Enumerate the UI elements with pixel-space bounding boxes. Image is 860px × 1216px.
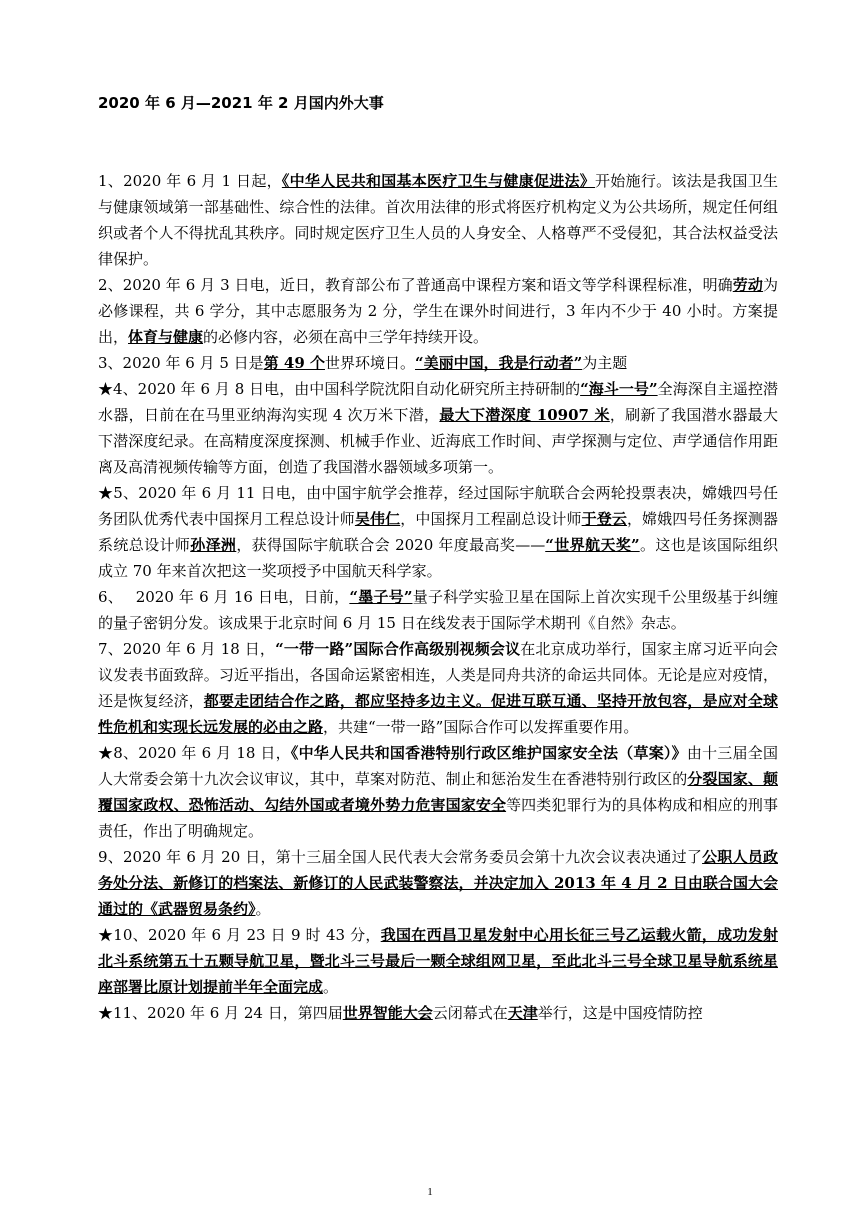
item-text: 为必修课程，共 6 学分，其中志愿服务为 2 分，学生在课外时间进行，3 年内不少于 40 小时。方案提出， xyxy=(98,276,778,346)
emphasis-text: “美丽中国，我是行动者” xyxy=(415,354,583,372)
item-text: 7、2020 年 6 月 18 日， xyxy=(98,640,276,658)
emphasis-text: “一带一路”国际合作高级别视频会议 xyxy=(275,640,521,658)
item-text: 在北京成功举行，国家主席习近平向会议发表书面致辞。习近平指出，各国命运紧密相连，人类是同舟共济的命运共同体。无论是应对疫情，还是恢复经济， xyxy=(98,640,778,710)
item-text: 为主题 xyxy=(582,354,628,372)
item-text: 世界环境日。 xyxy=(324,354,415,372)
item-text: ，中国探月工程副总设计师 xyxy=(400,510,582,528)
emphasis-text: 孙泽洲 xyxy=(190,536,237,554)
emphasis-text: “墨子号” xyxy=(349,588,413,606)
item-text: 等四类犯罪行为的具体构成和相应的刑事责任，作出了明确规定。 xyxy=(98,796,778,840)
item-text: 云闭幕式在 xyxy=(432,1004,508,1022)
item-text: ，获得国际宇航联合会 2020 年度最高奖—— xyxy=(236,536,546,554)
item-text: 举行，这是中国疫情防控 xyxy=(537,1004,703,1022)
news-item xyxy=(98,922,778,1000)
item-text: ★4、2020 年 6 月 8 日电，由中国科学院沈阳自动化研究所主持研制的 xyxy=(98,380,581,398)
news-item xyxy=(98,272,778,350)
document-title: 2020 年 6 月—2021 年 2 月国内外大事 xyxy=(98,94,384,112)
item-text: ，嫦娥四号任务探测器系统总设计师 xyxy=(98,510,778,554)
emphasis-text: “世界航天奖” xyxy=(545,536,640,554)
item-text: 。 xyxy=(255,900,271,918)
item-text: 。这也是该国际组织成立 70 年来首次把这一奖项授予中国航天科学家。 xyxy=(98,536,778,580)
item-text: 由十三届全国人大常委会第十九次会议审议，其中，草案对防范、制止和惩治发生在香港特别行政区的 xyxy=(98,744,778,788)
emphasis-text: 天津 xyxy=(507,1004,538,1022)
news-item xyxy=(98,584,778,636)
emphasis-text: 分裂国家、颠覆国家政权、恐怖活动、勾结外国或者境外势力危害国家安全 xyxy=(98,770,778,814)
emphasis-text: 劳动 xyxy=(732,276,763,294)
item-text: ★11、2020 年 6 月 24 日，第四届 xyxy=(98,1004,343,1022)
emphasis-text: 最大下潜深度 10907 米 xyxy=(439,406,610,424)
emphasis-text: 我国在西昌卫星发射中心用长征三号乙运载火箭，成功发射北斗系统第五十五颗导航卫星，暨北斗三号最后一颗全球组网卫星，至此北斗三号全球卫星导航系统星座部署比原计划提前半年全面完成 xyxy=(98,926,778,996)
item-text: 开始施行。该法是我国卫生与健康领域第一部基础性、综合性的法律。首次用法律的形式将医疗机构定义为公共场所，规定任何组织或者个人不得扰乱其秩序。同时规定医疗卫生人员的人身安全、人格尊严不受侵犯，其合法权益受法律保护。 xyxy=(98,172,778,268)
emphasis-text: “海斗一号” xyxy=(580,380,658,398)
item-text: ★10、2020 年 6 月 23 日 9 时 43 分， xyxy=(98,926,381,944)
news-item xyxy=(98,480,778,584)
emphasis-text: 《中华人民共和国基本医疗卫生与健康促进法》 xyxy=(281,172,596,190)
news-item xyxy=(98,1000,778,1026)
emphasis-text: 《中华人民共和国香港特别行政区维护国家安全法（草案）》 xyxy=(290,744,687,762)
item-text: 9、2020 年 6 月 20 日，第十三届全国人民代表大会常务委员会第十九次会议表决通过了 xyxy=(98,848,703,866)
news-item xyxy=(98,740,778,844)
item-text: 2、2020 年 6 月 3 日电，近日，教育部公布了普通高中课程方案和语文等学科课程标准，明确 xyxy=(98,276,733,294)
emphasis-text: 体育与健康 xyxy=(128,328,204,346)
news-item xyxy=(98,168,778,272)
emphasis-text: 公职人员政务处分法、新修订的档案法、新修订的人民武装警察法，并决定加入 2013 年 4 月 2 日由联合国大会通过的《武器贸易条约》 xyxy=(98,848,778,918)
item-text: 3、2020 年 6 月 5 日是 xyxy=(98,354,264,372)
item-text: 1、2020 年 6 月 1 日起， xyxy=(98,172,282,190)
item-text: ★5、2020 年 6 月 11 日电，由中国宇航学会推荐，经过国际宇航联合会两轮投票表决，嫦娥四号任务团队优秀代表中国探月工程总设计师 xyxy=(98,484,778,528)
emphasis-text: 世界智能大会 xyxy=(342,1004,433,1022)
emphasis-text: 都要走团结合作之路，都应坚持多边主义。促进互联互通、坚持开放包容，是应对全球性危机和实现长远发展的必由之路 xyxy=(98,692,778,736)
item-text: 。 xyxy=(323,978,339,996)
news-item xyxy=(98,636,778,740)
item-text: 全海深自主遥控潜水器，日前在在马里亚纳海沟实现 4 次万米下潜， xyxy=(98,380,778,424)
document-body xyxy=(98,168,778,1026)
page-number: 1 xyxy=(427,1186,433,1198)
item-text: ，共建“一带一路”国际合作可以发挥重要作用。 xyxy=(323,718,639,736)
item-text: 量子科学实验卫星在国际上首次实现千公里级基于纠缠的量子密钥分发。该成果于北京时间 6 月 15 日在线发表于国际学术期刊《自然》杂志。 xyxy=(98,588,778,632)
news-item xyxy=(98,844,778,922)
news-item xyxy=(98,350,778,376)
item-text: ，刷新了我国潜水器最大下潜深度纪录。在高精度深度探测、机械手作业、近海底工作时间、声学探测与定位、声学通信作用距离及高清视频传输等方面，创造了我国潜水器领域多项第一。 xyxy=(98,406,778,476)
emphasis-text: 第 49 个 xyxy=(263,354,325,372)
emphasis-text: 吴伟仁 xyxy=(354,510,401,528)
item-text: 6、 2020 年 6 月 16 日电，日前， xyxy=(98,588,350,606)
item-text: ★8、2020 年 6 月 18 日， xyxy=(98,744,291,762)
news-item xyxy=(98,376,778,480)
emphasis-text: 于登云 xyxy=(581,510,627,528)
item-text: 的必修内容，必须在高中三学年持续开设。 xyxy=(203,328,489,346)
